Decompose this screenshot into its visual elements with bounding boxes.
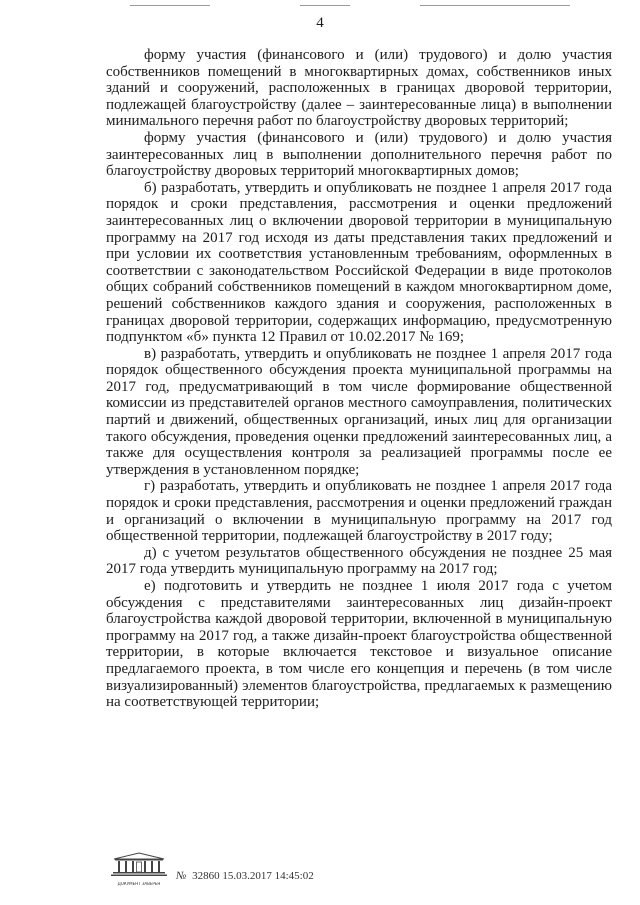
paragraph: форму участия (финансового и (или) трудового) и долю участия заинтересованных лиц в выполнении дополнительного перечня работ по благоустройству дворовых территорий многоквартирных домов; [106,129,612,180]
registration-datetime: 15.03.2017 14:45:02 [222,870,314,882]
paragraph: в) разработать, утвердить и опубликовать не позднее 1 апреля 2017 года порядок общественного обсуждения проекта муниципальной программы на 2017 год, предусматривающий в том числе формирование общественной комиссии из представителей органов местного самоуправления, политических партий и движений, общественных организаций, иных лиц для организации такого обсуждения, проведения оценки предложений заинтересованных лиц, а также для осуществления контроля за реализацией программы после ее утверждения в установленном порядке; [106,345,612,478]
building-emblem-icon [108,851,170,877]
scan-artifact-line [420,5,570,6]
registration-stamp [176,870,314,886]
paragraph: д) с учетом результатов общественного обсуждения не позднее 25 мая 2017 года утвердить муниципальную программу на 2017 год; [106,544,612,578]
document-body [106,47,612,711]
paragraph: форму участия (финансового и (или) трудового) и долю участия собственников помещений в многоквартирных домах, собственников иных зданий и сооружений, расположенных в границах дворовой территории, подлежащей благоустройству (далее – заинтересованные лица) в выполнении минимального перечня работ по благоустройству дворовых территорий; [106,47,612,130]
paragraph: б) разработать, утвердить и опубликовать не позднее 1 апреля 2017 года порядок и сроки представления, рассмотрения и оценки предложений заинтересованных лиц о включении дворовой территории в муниципальную программу на 2017 год исходя из даты представления таких предложений и при условии их соответствия установленным требованиям, оформленных в соответствии с законодательством Российской Федерации в виде протоколов общих собраний собственников помещений в каждом многоквартирном доме, решений собственников каждого здания и сооружения, расположенных в границах дворовой территории, содержащих информацию, предусмотренную подпунктом «б» пункта 12 Правил от 10.02.2017 № 169; [106,179,612,346]
number-sign-icon: № [176,870,187,882]
page-number: 4 [316,15,324,31]
scan-artifact-line [130,5,210,6]
paragraph: е) подготовить и утвердить не позднее 1 июля 2017 года с учетом обсуждения с представителями заинтересованных лиц дизайн-проект благоустройства каждой дворовой территории, включенной в муниципальную программу на 2017 год, а также дизайн-проект благоустройства общественной территории, в которые включается текстовое и визуальное описание предлагаемого проекта, в том числе его концепция и перечень (в том числе визуализированный) элементов благоустройства, предлагаемых к размещению на соответствующей территории; [106,578,612,711]
document-footer [108,858,314,886]
logo-caption: ДОКУМЕНТ ЗАВЕРЕН [117,882,161,886]
scan-artifact-line [300,5,350,6]
paragraph: г) разработать, утвердить и опубликовать не позднее 1 апреля 2017 года порядок и сроки представления, рассмотрения и оценки предложений граждан и организаций о включении в муниципальную программу на 2017 год общественной территории, подлежащей благоустройству в 2017 году; [106,478,612,545]
certification-logo [108,851,170,886]
document-number: 32860 [192,870,220,882]
